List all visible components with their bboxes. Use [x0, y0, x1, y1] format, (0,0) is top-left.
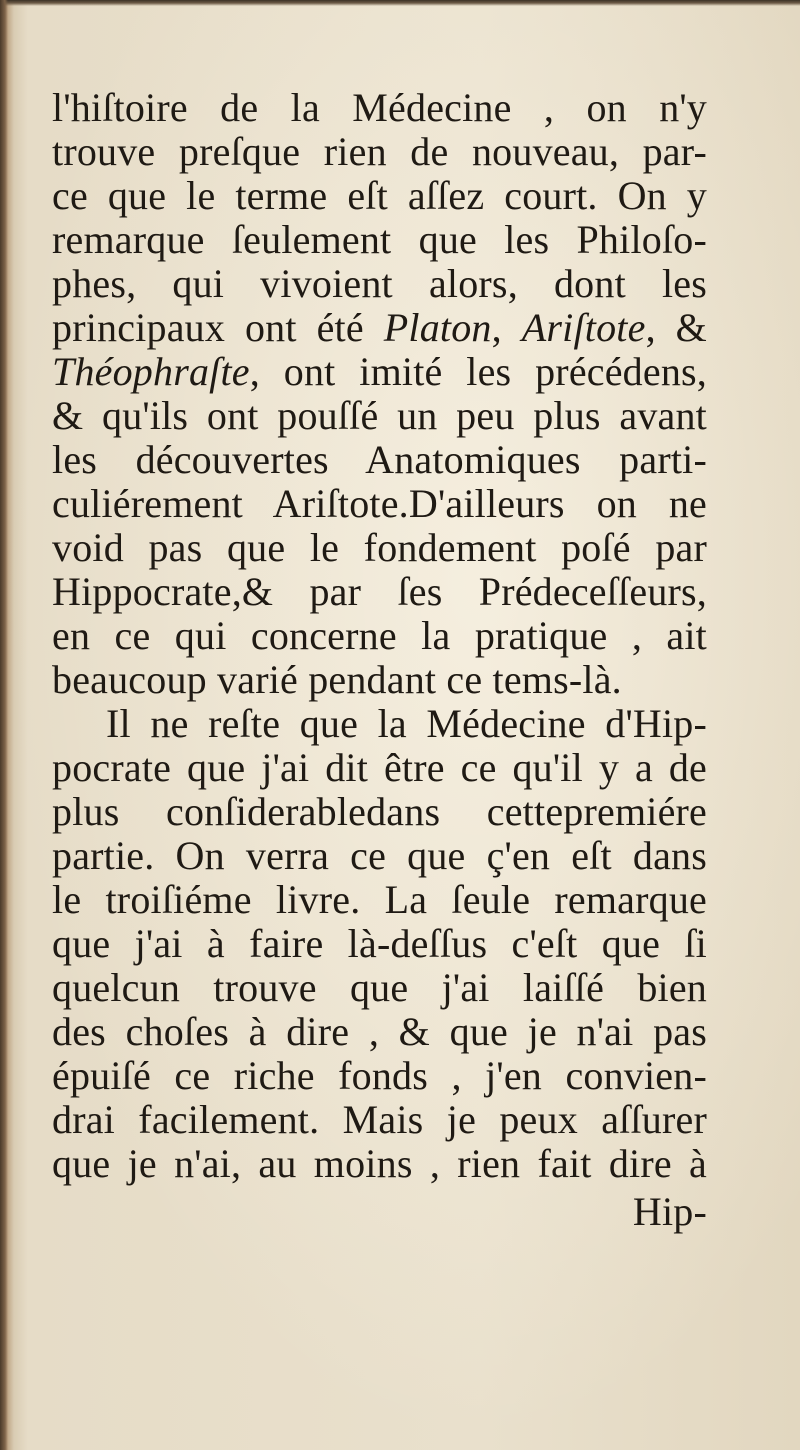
text-run: , ont imité les précédens,	[249, 349, 707, 394]
text-line: l'hiſtoire de la Médecine , on n'y	[52, 85, 707, 130]
text-run: ,	[491, 305, 522, 350]
name-platon: Platon	[383, 305, 492, 350]
body-text	[52, 86, 707, 1234]
text-line: culiérement Ariſtote.D'ailleurs on ne	[52, 481, 707, 526]
text-line: remarque ſeulement que les Philoſo-	[52, 217, 707, 262]
text-line: phes, qui vivoient alors, dont les	[52, 261, 707, 306]
text-line: quelcun trouve que j'ai laiſſé bien	[52, 965, 707, 1010]
text-line: que je n'ai, au moins , rien fait dire à	[52, 1141, 707, 1186]
text-line: pocrate que j'ai dit être ce qu'il y a de	[52, 745, 707, 790]
text-line: le troiſiéme livre. La ſeule remarque	[52, 877, 707, 922]
text-line: plus conſiderabledans cettepremiére	[52, 789, 707, 834]
text-line	[52, 350, 707, 394]
text-line: drai facilement. Mais je peux aſſurer	[52, 1097, 707, 1142]
paragraph-1	[52, 86, 707, 702]
text-line: partie. On verra ce que ç'en eſt dans	[52, 833, 707, 878]
catchword: Hip-	[632, 1189, 707, 1234]
text-run: , &	[645, 305, 707, 350]
text-line: que j'ai à faire là-deſſus c'eſt que ſi	[52, 921, 707, 966]
name-aristote: Ariſtote	[521, 305, 646, 350]
paragraph-2	[52, 702, 707, 1186]
text-line	[52, 306, 707, 350]
text-line: void pas que le fondement poſé par	[52, 525, 707, 570]
page-gutter-shadow	[0, 0, 8, 1450]
text-line: beaucoup varié pendant ce tems-là.	[52, 657, 622, 702]
text-line: Il ne reſte que la Médecine d'Hip-	[106, 701, 707, 746]
text-line: les découvertes Anatomiques parti-	[52, 437, 707, 482]
text-line: trouve preſque rien de nouveau, par-	[52, 129, 707, 174]
page-top-edge	[0, 0, 800, 6]
text-line: épuiſé ce riche fonds , j'en convien-	[52, 1053, 707, 1098]
text-run: principaux ont été	[52, 305, 384, 350]
text-line: des choſes à dire , & que je n'ai pas	[52, 1009, 707, 1054]
text-line: ce que le terme eſt aſſez court. On y	[52, 173, 707, 218]
text-line: Hippocrate,& par ſes Prédeceſſeurs,	[52, 569, 707, 614]
text-line: & qu'ils ont pouſſé un peu plus avant	[52, 393, 707, 438]
text-line: en ce qui concerne la pratique , ait	[52, 613, 707, 658]
name-theophraste: Théophraſte	[52, 349, 250, 394]
